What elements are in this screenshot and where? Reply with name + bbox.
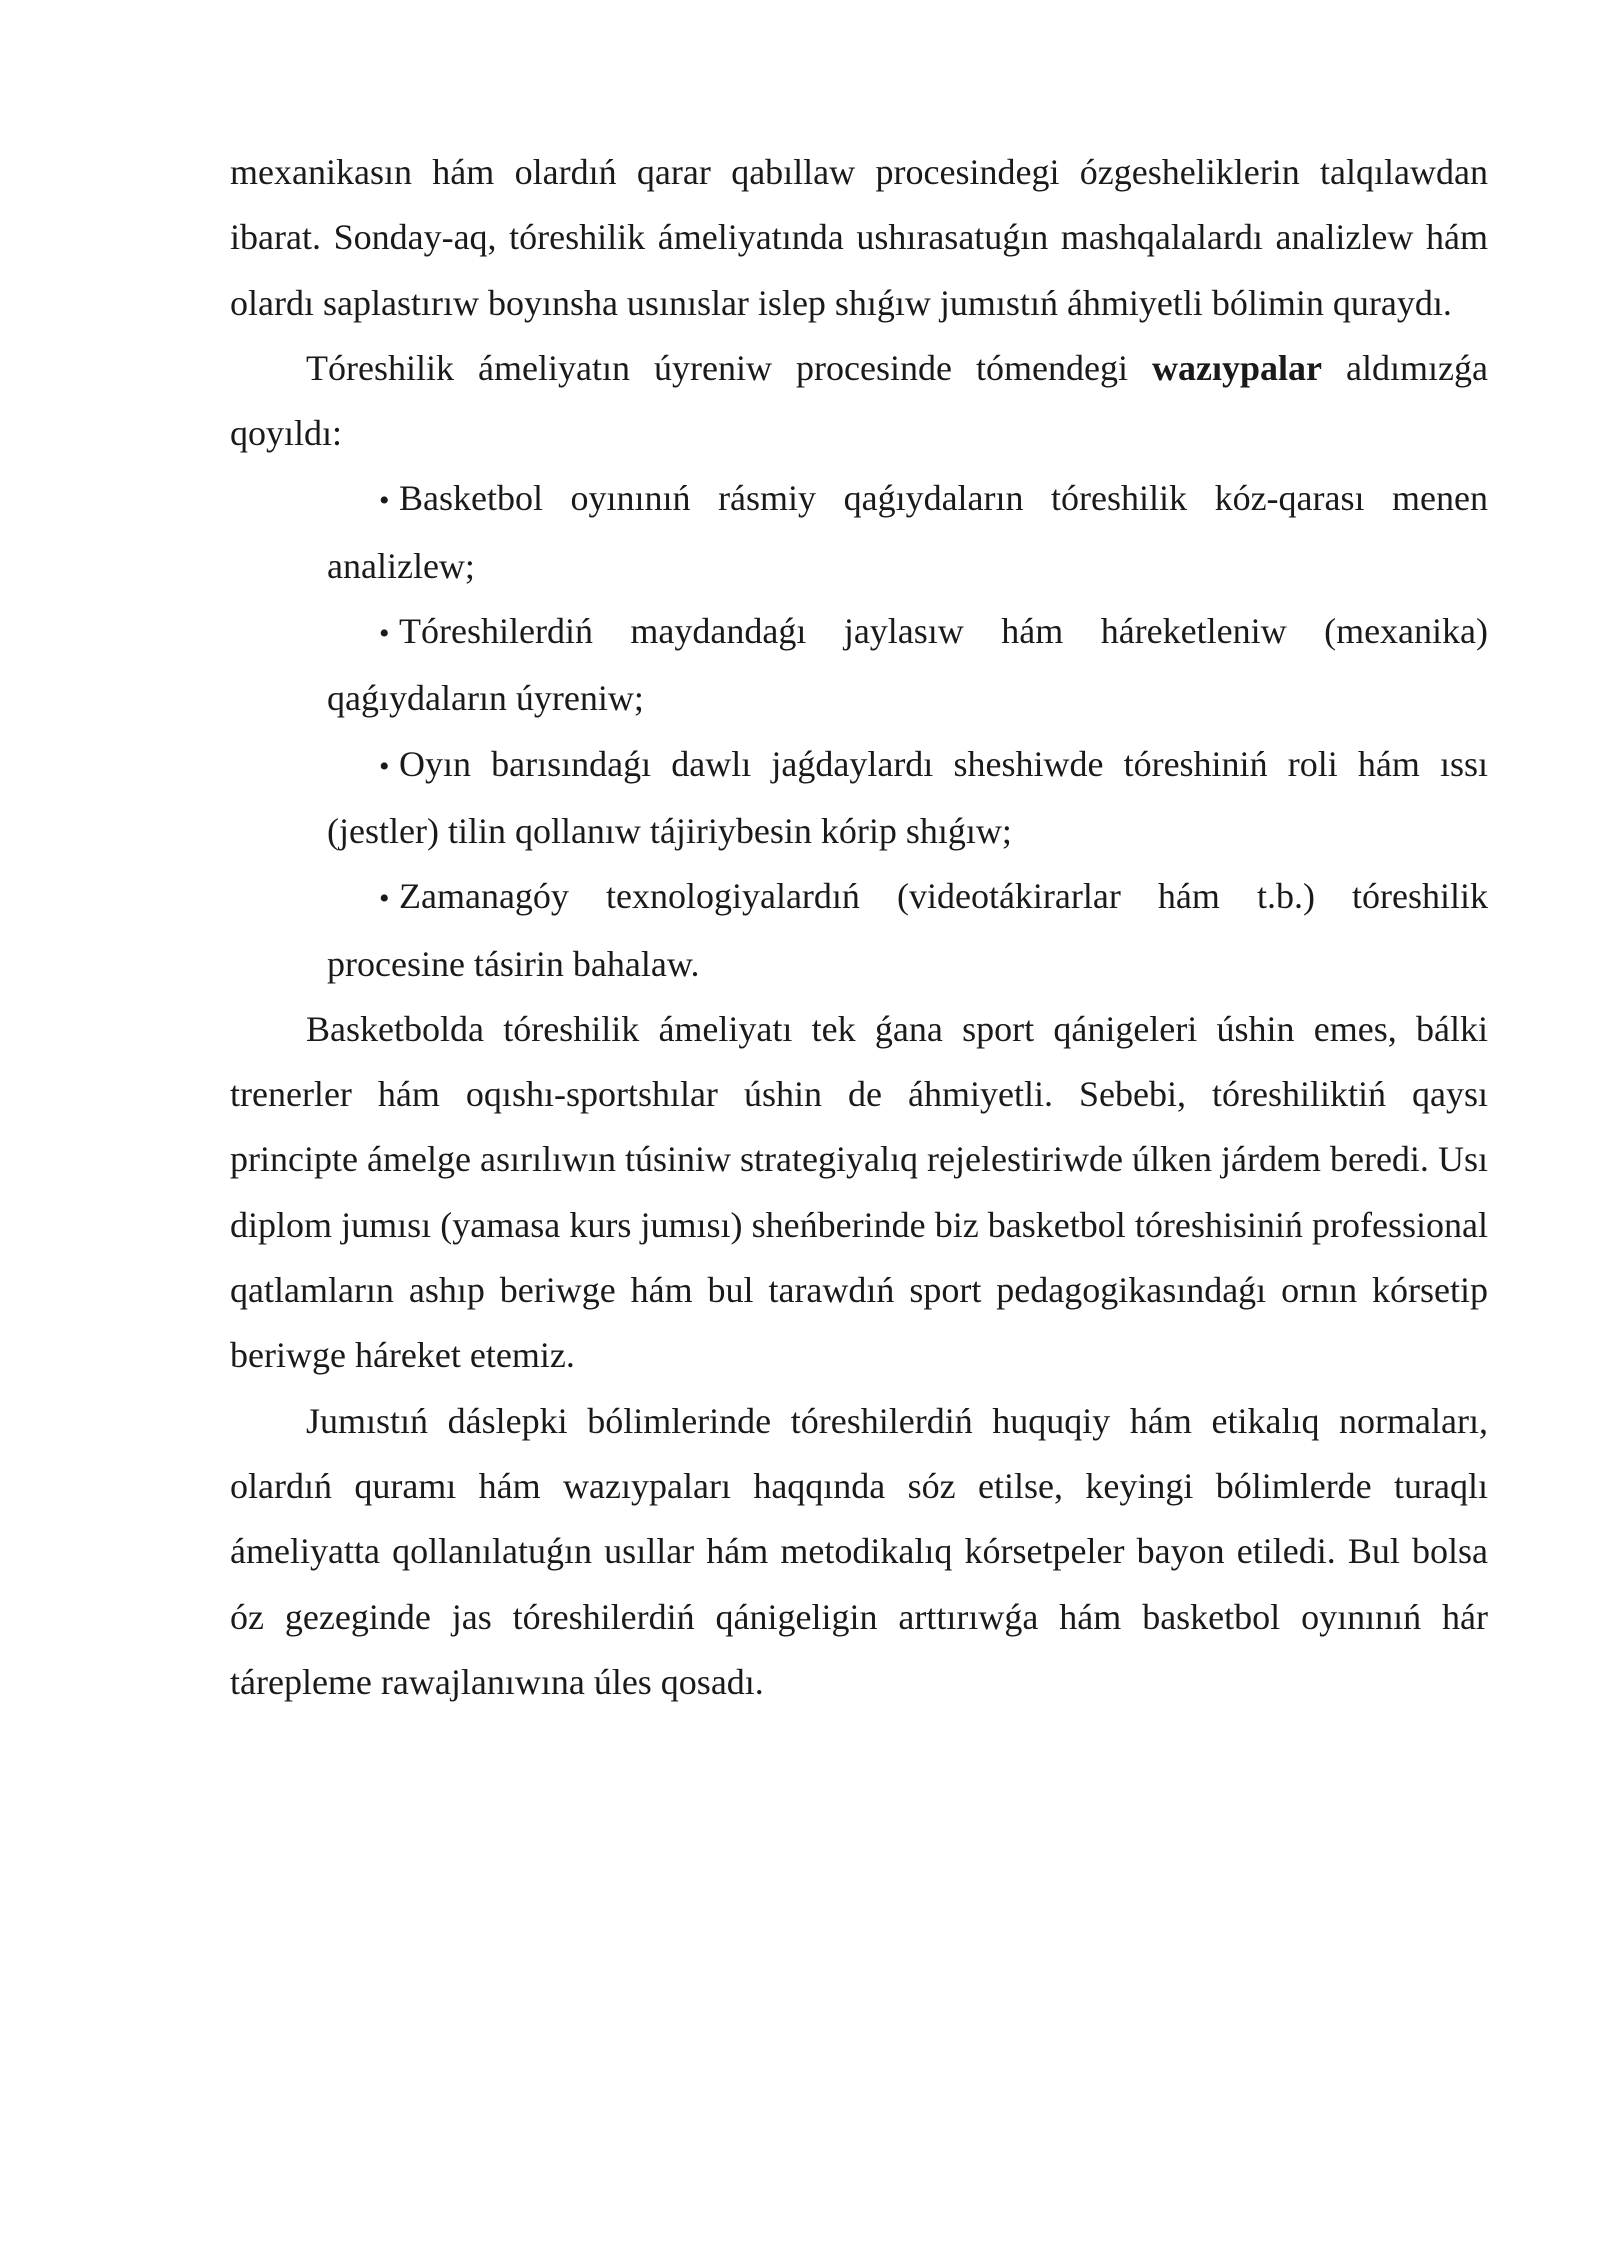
paragraph-importance: Basketbolda tóreshilik ámeliyatı tek ǵana sport qánigeleri úshin emes, bálki trenerler hám oqıshı-sportshılar úshin de áhmiyetli. Sebebi, tóreshiliktiń qaysı principte ámelge asırılıwın túsiniw strategiyalıq rejelestiriwde úlken járdem beredi. Usı diplom jumısı (yamasa kurs jumısı) sheńberinde biz basketbol tóreshisiniń professional qatlamların ashıp beriwge hám bul tarawdıń sport pedagogikasındaǵı ornın kórsetip beriwge háreket etemiz. xyxy=(230,1008,1488,1376)
tasks-keyword: wazıypalar xyxy=(1152,347,1322,388)
paragraph-intro-continuation: mexanikasın hám olardıń qarar qabıllaw procesindegi ózgesheliklerin talqılawdan ibarat. Sonday-aq, tóreshilik ámeliyatında ushırasatuǵın mashqalalardı analizlew hám olardı saplastırıw boyınsha usınıslar islep shıǵıw jumıstıń áhmiyetli bólimin quraydı. xyxy=(230,152,1488,323)
list-item: • Oyın barısındaǵı dawlı jaǵdaylardı sheshiwde tóreshiniń roli hám ıssı (jestler) tilin qollanıw tájiriybesin kórip shıǵıw; xyxy=(327,743,1488,851)
list-item: • Basketbol oyınınıń rásmiy qaǵıydaların tóreshilik kóz-qarası menen analizlew; xyxy=(327,478,1488,586)
paragraph-tasks-intro xyxy=(230,336,1488,467)
tasks-intro-end: aldımızǵa qoyıldı: xyxy=(230,347,1488,454)
paragraph-structure: Jumıstıń dáslepki bólimlerinde tóreshilerdiń huquqiy hám etikalıq normaları, olardıń quramı hám wazıypaları haqqında sóz etilse, keyingi bólimlerde turaqlı ámeliyatta qollanılatuǵın usıllar hám metodikalıq kórsetpeler bayon etiledi. Bul bolsa óz gezeginde jas tóreshilerdiń qánigeligin arttırıwǵa hám basketbol oyınınıń hár tárepleme rawajlanıwına úles qosadı. xyxy=(230,1400,1488,1702)
list-item-text: Zamanagóy texnologiyalardıń (videotákirarlar hám t.b.) tóreshilik procesine tásirin bahalaw. xyxy=(327,876,1488,984)
list-item: • Zamanagóy texnologiyalardıń (videotákirarlar hám t.b.) tóreshilik procesine tásirin bahalaw. xyxy=(327,876,1488,984)
list-item: • Tóreshilerdiń maydandaǵı jaylasıw hám háreketleniw (mexanika) qaǵıydaların úyreniw; xyxy=(327,611,1488,719)
tasks-list xyxy=(230,466,1488,996)
list-item-text: Tóreshilerdiń maydandaǵı jaylasıw hám háreketleniw (mexanika) qaǵıydaların úyreniw; xyxy=(327,611,1488,719)
tasks-intro-text: Tóreshilik ámeliyatın úyreniw procesinde tómendegi xyxy=(306,347,1128,388)
document-page xyxy=(230,140,1488,1715)
list-item-text: Basketbol oyınınıń rásmiy qaǵıydaların tóreshilik kóz-qarası menen analizlew; xyxy=(327,478,1488,586)
list-item-text: Oyın barısındaǵı dawlı jaǵdaylardı sheshiwde tóreshiniń roli hám ıssı (jestler) tilin qollanıw tájiriybesin kórip shıǵıw; xyxy=(327,743,1488,851)
